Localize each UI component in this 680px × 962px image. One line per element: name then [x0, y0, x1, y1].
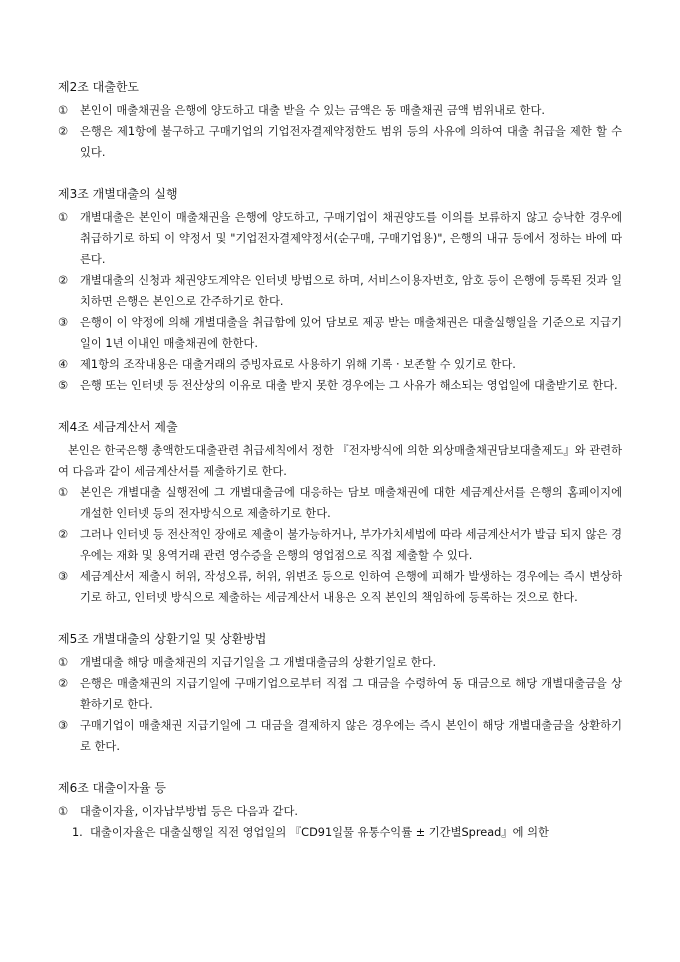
clause	[58, 100, 622, 121]
clause	[58, 207, 622, 270]
clause-number: ①	[58, 656, 69, 669]
article-heading: 제5조 개별대출의 상환기일 및 상환방법	[58, 632, 267, 646]
clause-text: 은행은 매출채권의 지급기일에 구매기업으로부터 직접 그 대금을 수령하여 동 대금으로 해당 개별대출금을 상환하기로 한다.	[80, 677, 622, 711]
clause-text: 개별대출 해당 매출채권의 지급기일을 그 개별대출금의 상환기일로 한다.	[80, 656, 437, 669]
clause-text: 구매기업이 매출채권 지급기일에 그 대금을 결제하지 않은 경우에는 즉시 본인이 해당 개별대출금을 상환하기로 한다.	[80, 719, 622, 753]
clause-number: ④	[58, 358, 69, 371]
article-3	[58, 185, 622, 396]
article-intro: 본인은 한국은행 총액한도대출관련 취급세칙에서 정한 『전자방식에 의한 외상매출채권담보대출제도』와 관련하여 다음과 같이 세금계산서를 제출하기로 한다.	[58, 444, 622, 478]
clause-number: ②	[58, 677, 69, 690]
sub-clause-text: 대출이자율은 대출실행일 직전 영업일의 『CD91일물 유통수익률 ± 기간별Spread』에 의한	[90, 826, 549, 839]
clause-number: ②	[58, 528, 69, 541]
clause	[58, 801, 622, 822]
clause-number: ①	[58, 486, 69, 499]
clause-text: 개별대출은 본인이 매출채권을 은행에 양도하고, 구매기업이 채권양도를 이의를 보류하지 않고 승낙한 경우에 취급하기로 하되 이 약정서 및 "기업전자결제약정서(순구매, 구매기업용)", 은행의 내규 등에서 정하는 바에 따른다.	[80, 211, 622, 266]
clause-text: 그러나 인터넷 등 전산적인 장애로 제출이 불가능하거나, 부가가치세법에 따라 세금계산서가 발급 되지 않은 경우에는 재화 및 용역거래 관련 영수증을 은행의 영업점으로 직접 제출할 수 있다.	[80, 528, 622, 562]
clause-number: ⑤	[58, 379, 69, 392]
clause-number: ①	[58, 211, 69, 224]
clause	[58, 673, 622, 715]
clause	[58, 652, 622, 673]
article-4	[58, 418, 622, 608]
article-5	[58, 630, 622, 757]
article-heading: 제3조 개별대출의 실행	[58, 187, 178, 201]
clause-text: 은행은 제1항에 불구하고 구매기업의 기업전자결제약정한도 범위 등의 사유에 의하여 대출 취급을 제한 할 수 있다.	[80, 125, 622, 159]
clause	[58, 375, 622, 396]
clause-text: 제1항의 조작내용은 대출거래의 증빙자료로 사용하기 위해 기록 · 보존할 수 있기로 한다.	[80, 358, 516, 371]
clause-text: 은행 또는 인터넷 등 전산상의 이유로 대출 받지 못한 경우에는 그 사유가 해소되는 영업일에 대출받기로 한다.	[80, 379, 618, 392]
article-heading: 제6조 대출이자율 등	[58, 781, 167, 795]
clause-number: ②	[58, 125, 69, 138]
clause	[58, 312, 622, 354]
clause-text: 본인은 개별대출 실행전에 그 개별대출금에 대응하는 담보 매출채권에 대한 세금계산서를 은행의 홈페이지에 개설한 인터넷 등의 전자방식으로 제출하기로 한다.	[80, 486, 622, 520]
clause	[58, 715, 622, 757]
article-6	[58, 779, 622, 843]
clause	[58, 482, 622, 524]
clause-number: ①	[58, 104, 69, 117]
clause	[58, 354, 622, 375]
sub-clause	[58, 822, 622, 843]
clause-text: 본인이 매출채권을 은행에 양도하고 대출 받을 수 있는 금액은 동 매출채권 금액 범위내로 한다.	[80, 104, 545, 117]
clause-number: ③	[58, 570, 69, 583]
clause-text: 개별대출의 신청과 채권양도계약은 인터넷 방법으로 하며, 서비스이용자번호, 암호 등이 은행에 등록된 것과 일치하면 은행은 본인으로 간주하기로 한다.	[80, 274, 622, 308]
clause	[58, 524, 622, 566]
article-2	[58, 78, 622, 163]
clause	[58, 566, 622, 608]
clause-number: ①	[58, 805, 69, 818]
clause-number: ②	[58, 274, 69, 287]
clause-text: 대출이자율, 이자납부방법 등은 다음과 같다.	[80, 805, 298, 818]
clause	[58, 121, 622, 163]
clause-number: ③	[58, 316, 69, 329]
clause-text: 은행이 이 약정에 의해 개별대출을 취급함에 있어 담보로 제공 받는 매출채권은 대출실행일을 기준으로 지급기일이 1년 이내인 매출채권에 한한다.	[80, 316, 622, 350]
article-heading: 제4조 세금계산서 제출	[58, 420, 178, 434]
clause-number: ③	[58, 719, 69, 732]
clause-text: 세금계산서 제출시 허위, 작성오류, 허위, 위변조 등으로 인하여 은행에 피해가 발생하는 경우에는 즉시 변상하기로 하고, 인터넷 방식으로 제출하는 세금계산서 내용은 오직 본인의 책임하에 등록하는 것으로 한다.	[80, 570, 622, 604]
article-heading: 제2조 대출한도	[58, 80, 140, 94]
sub-clause-number: 1.	[72, 826, 83, 839]
clause	[58, 270, 622, 312]
